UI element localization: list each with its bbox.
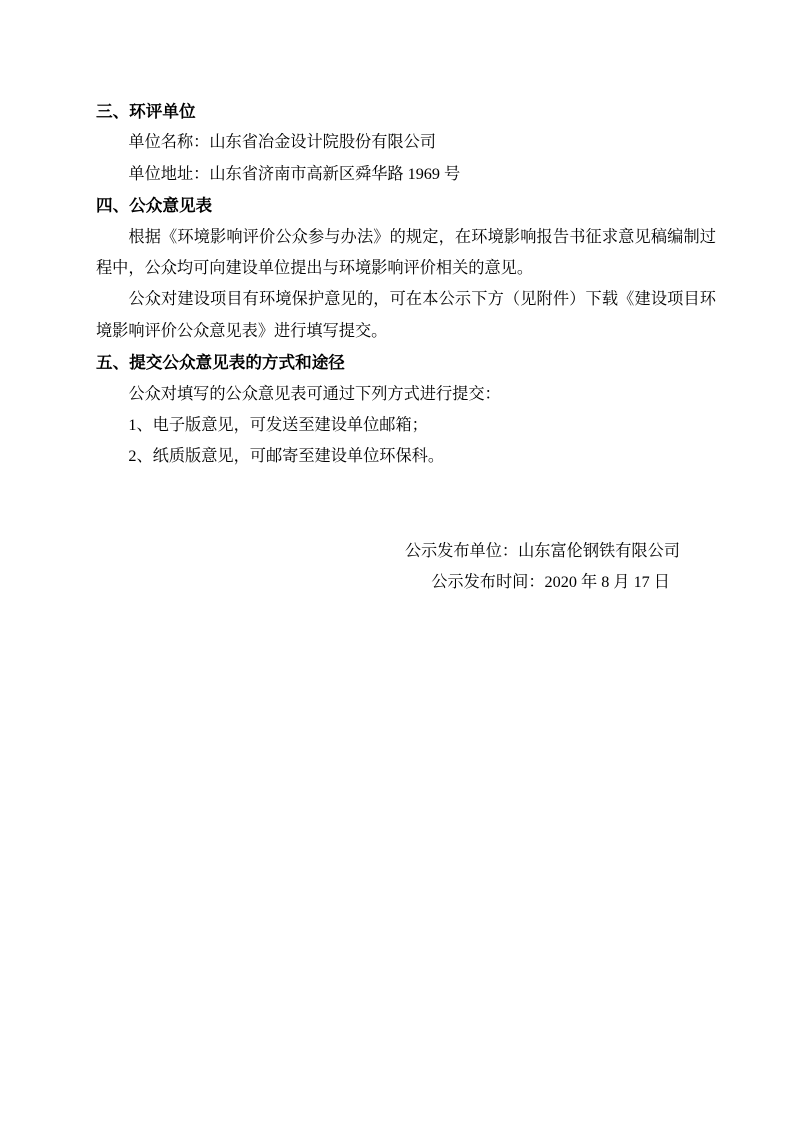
publisher-line: 公示发布单位：山东富伦钢铁有限公司 xyxy=(404,541,680,560)
submission-method-email-line: 1、电子版意见，可发送至建设单位邮箱； xyxy=(128,416,428,435)
paragraph-comment-download: 公众对建设项目有环境保护意见的，可在本公示下方（见附件）下载《建设项目环境影响评价公众意见表》进行填写提交。 xyxy=(96,290,716,340)
unit-address-line: 单位地址：山东省济南市高新区舜华路 1969 号 xyxy=(128,164,461,183)
publish-date-line: 公示发布时间：2020 年 8 月 17 日 xyxy=(431,573,670,592)
unit-name-line: 单位名称：山东省冶金设计院股份有限公司 xyxy=(128,133,436,152)
section-heading-public-comment-form: 四、公众意见表 xyxy=(96,196,213,216)
submission-method-mail-line: 2、纸质版意见，可邮寄至建设单位环保科。 xyxy=(128,447,445,466)
paragraph-comment-basis: 根据《环境影响评价公众参与办法》的规定，在环境影响报告书征求意见稿编制过程中，公众均可向建设单位提出与环境影响评价相关的意见。 xyxy=(96,227,716,278)
submission-intro-line: 公众对填写的公众意见表可通过下列方式进行提交： xyxy=(128,384,501,403)
signature-block xyxy=(96,536,716,599)
section-heading-submission-methods: 五、提交公众意见表的方式和途径 xyxy=(96,353,345,373)
section-heading-eia-unit: 三、环评单位 xyxy=(96,102,196,121)
document-content xyxy=(96,96,716,599)
